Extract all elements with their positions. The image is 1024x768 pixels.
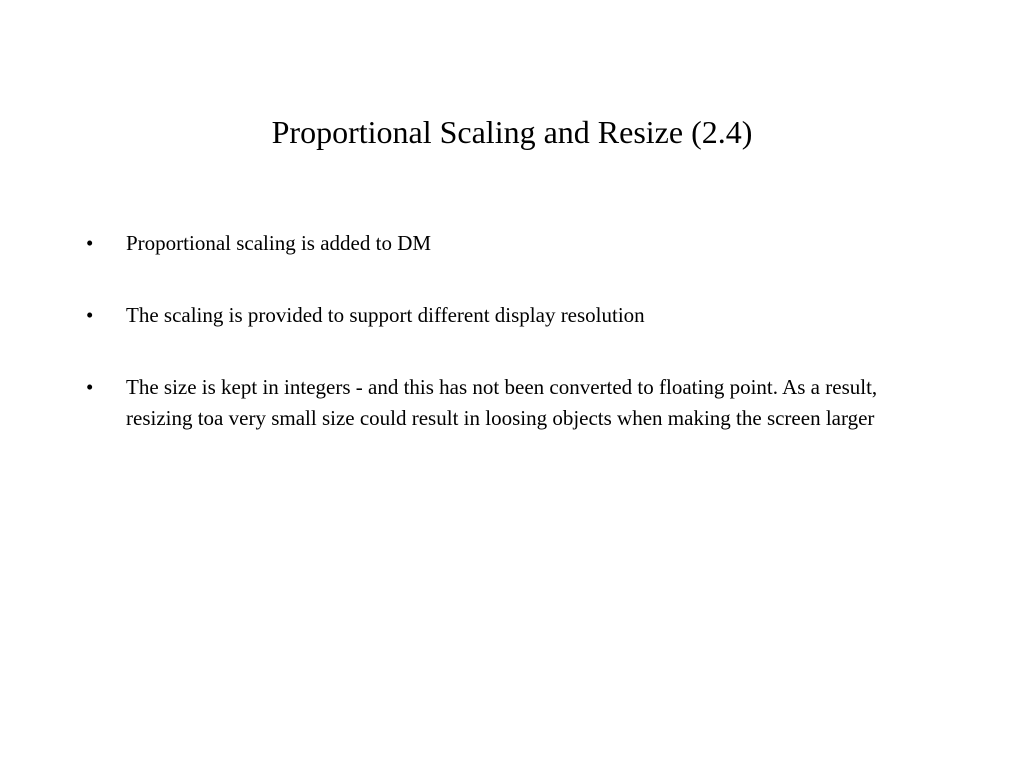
bullet-list xyxy=(86,228,946,475)
bullet-text: Proportional scaling is added to DM xyxy=(126,231,432,255)
bullet-icon: • xyxy=(86,231,94,255)
bullet-text: The scaling is provided to support different display resolution xyxy=(126,303,645,327)
bullet-icon: • xyxy=(86,303,94,327)
list-item xyxy=(86,300,946,331)
bullet-icon: • xyxy=(86,375,94,399)
list-item xyxy=(86,372,946,434)
bullet-text: The size is kept in integers - and this has not been converted to floating point. As a result, resizing toa very small size could result in loosing objects when making the screen larger xyxy=(126,375,878,430)
slide-title: Proportional Scaling and Resize (2.4) xyxy=(271,114,753,150)
list-item xyxy=(86,228,946,259)
